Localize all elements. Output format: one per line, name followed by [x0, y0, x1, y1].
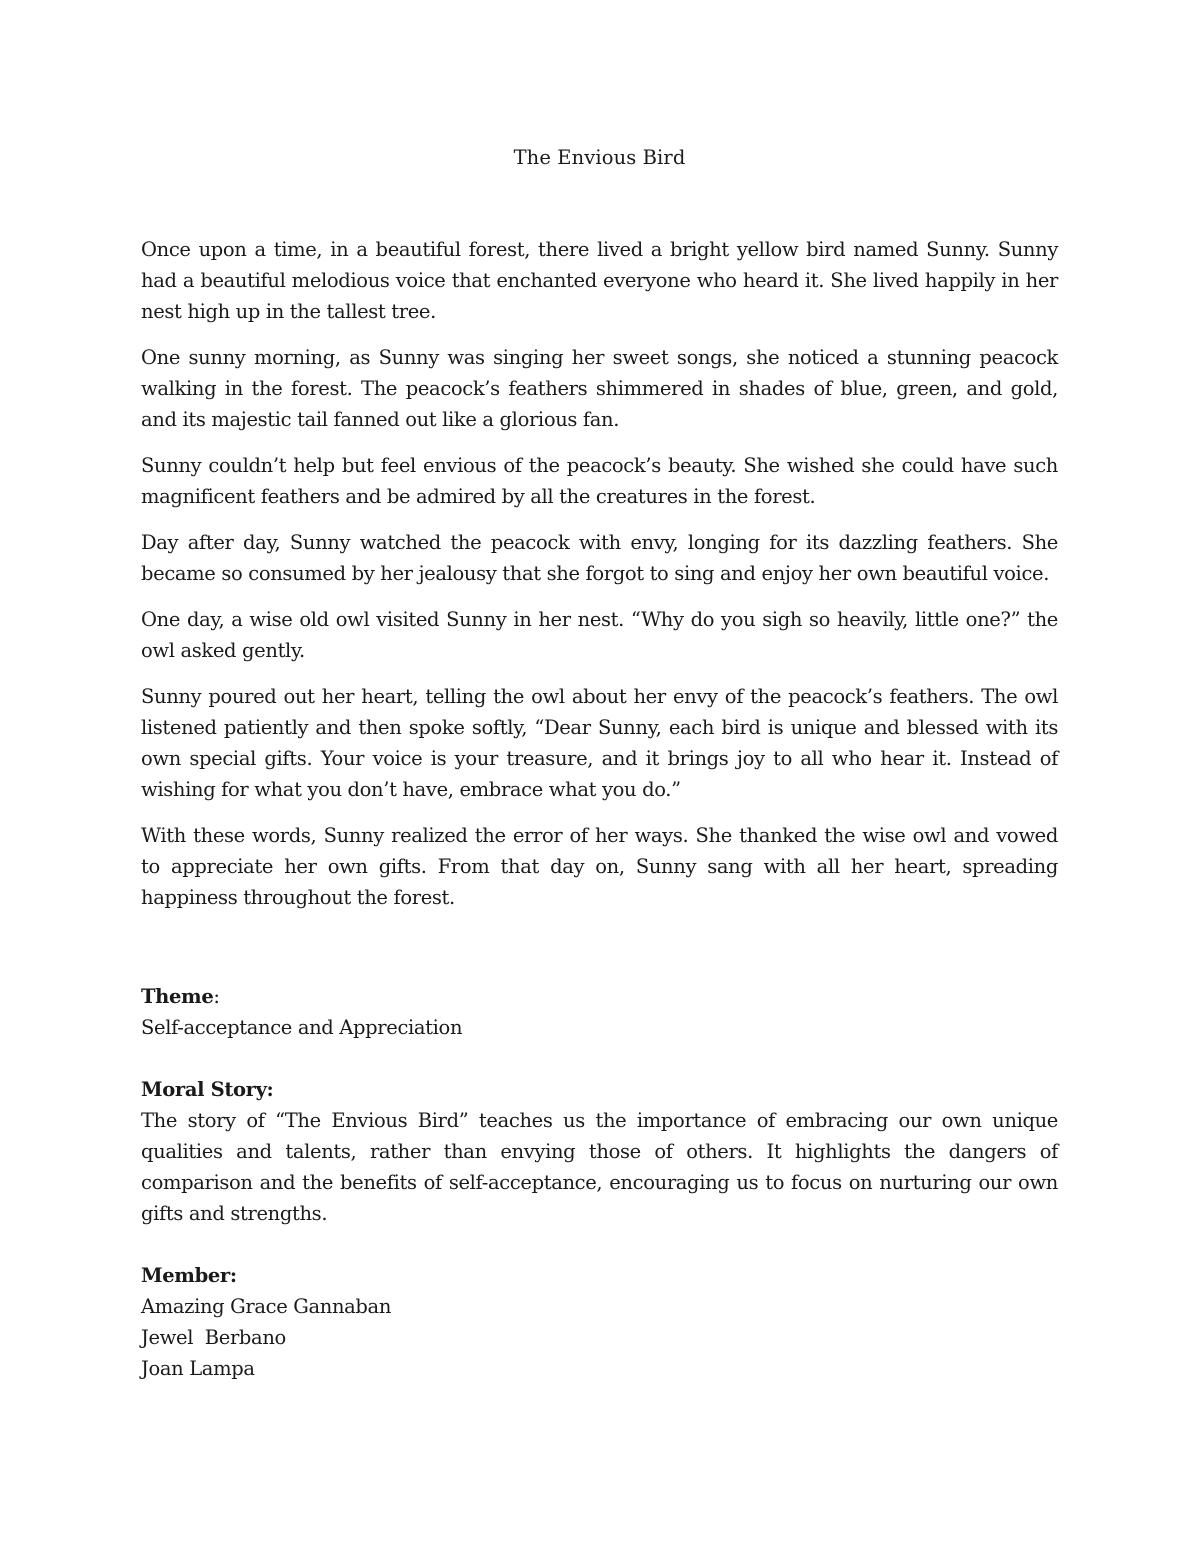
theme-colon: : [213, 985, 220, 1008]
story-paragraph: Sunny couldn’t help but feel envious of the peacock’s beauty. She wished she could have such magnificent feathers and be admired by all the creatures in the forest. [141, 454, 1058, 508]
story-paragraph: With these words, Sunny realized the error of her ways. She thanked the wise owl and vowed to appreciate her own gifts. From that day on, Sunny sang with all her heart, spreading happiness throughout the forest. [141, 824, 1058, 909]
member-name: Joan Lampa [141, 1357, 255, 1380]
member-name: Amazing Grace Gannaban [141, 1295, 392, 1318]
moral-heading: Moral Story: [141, 1078, 274, 1101]
member-name: Jewel Berbano [141, 1326, 286, 1349]
members-section [141, 1260, 1058, 1384]
moral-text: The story of “The Envious Bird” teaches us the importance of embracing our own unique qualities and talents, rather than envying those of others. It highlights the dangers of comparison and the benefits of self-acceptance, encouraging us to focus on nurturing our own gifts and strengths. [141, 1109, 1058, 1225]
story-paragraph: Once upon a time, in a beautiful forest, there lived a bright yellow bird named Sunny. Sunny had a beautiful melodious voice that enchanted everyone who heard it. She lived happily in her nest high up in the tallest tree. [141, 238, 1058, 323]
theme-heading-line [141, 981, 1058, 1012]
story-paragraph: One sunny morning, as Sunny was singing her sweet songs, she noticed a stunning peacock walking in the forest. The peacock’s feathers shimmered in shades of blue, green, and gold, and its majestic tail fanned out like a glorious fan. [141, 346, 1058, 431]
moral-section [141, 1074, 1058, 1229]
story-paragraph: Day after day, Sunny watched the peacock with envy, longing for its dazzling feathers. She became so consumed by her jealousy that she forgot to sing and enjoy her own beautiful voice. [141, 531, 1058, 585]
theme-heading: Theme [141, 985, 214, 1008]
story-body [141, 234, 1058, 928]
theme-section [141, 981, 1058, 1043]
theme-text: Self-acceptance and Appreciation [141, 1016, 463, 1039]
story-paragraph: One day, a wise old owl visited Sunny in her nest. “Why do you sigh so heavily, little one?” the owl asked gently. [141, 608, 1058, 662]
members-heading: Member: [141, 1264, 237, 1287]
story-paragraph: Sunny poured out her heart, telling the owl about her envy of the peacock’s feathers. The owl listened patiently and then spoke softly, “Dear Sunny, each bird is unique and blessed with its own special gifts. Your voice is your treasure, and it brings joy to all who hear it. Instead of wishing for what you don’t have, embrace what you do.” [141, 685, 1058, 801]
document-title: The Envious Bird [513, 146, 686, 169]
